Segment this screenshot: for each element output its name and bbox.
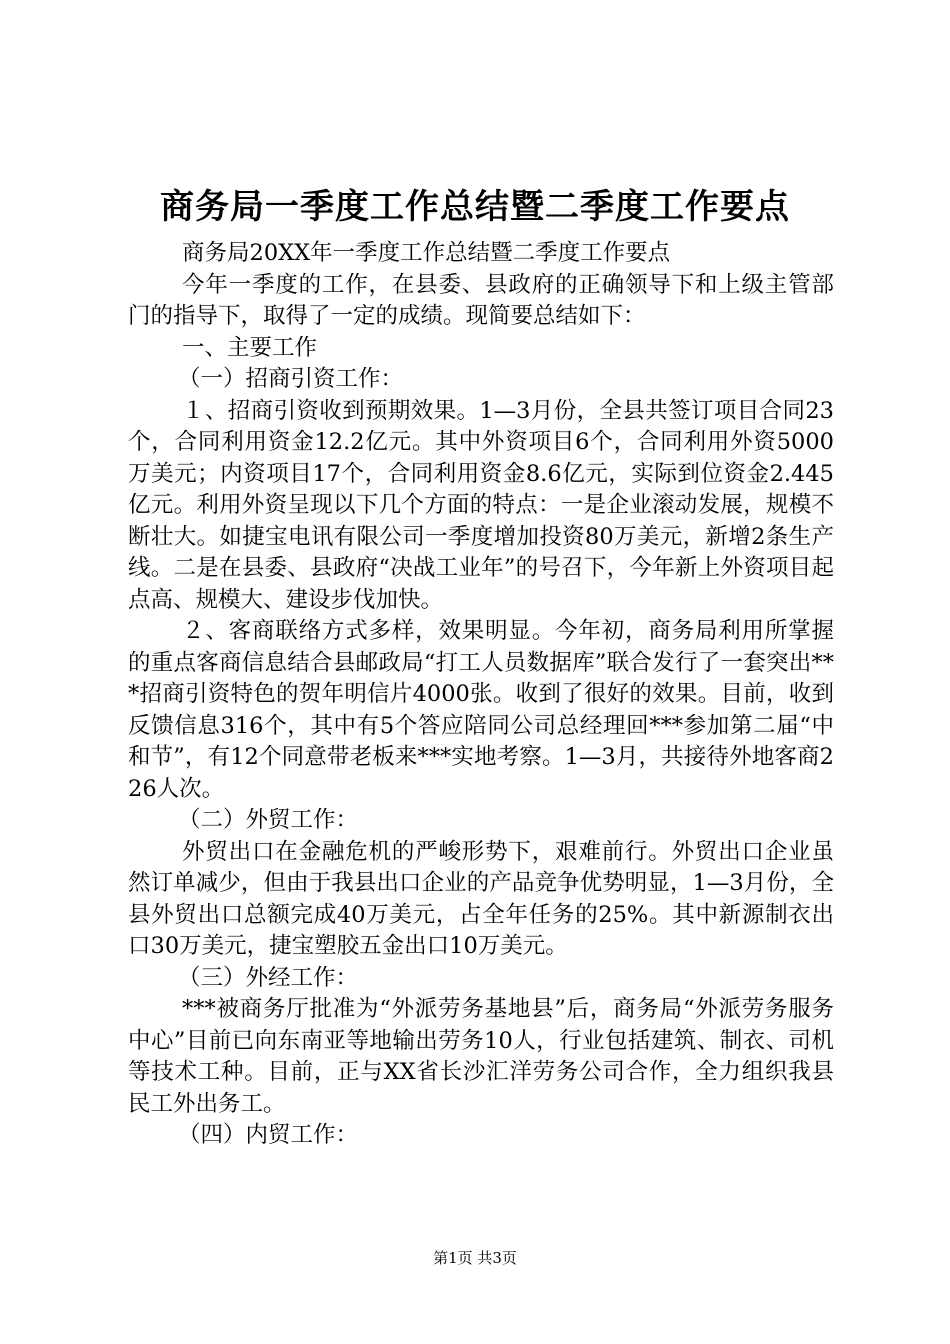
document-body — [128, 238, 834, 1152]
subsection-heading-foreign-trade: （二）外贸工作： — [178, 807, 359, 833]
investment-paragraph-2: ２、客商联络方式多样，效果明显。今年初，商务局利用所掌握的重点客商信息结合县邮政局“打工人员数据库”联合发行了一套突出***招商引资特色的贺年明信片4000张。收到了很好的效果。目前，收到反馈信息316个，其中有5个答应陪同公司总经理回***参加第二届“中和节”，有12个同意带老板来***实地考察。1—3月，共接待外地客商226人次。 — [128, 618, 834, 802]
document-title: 商务局一季度工作总结暨二季度工作要点 — [160, 187, 790, 227]
subsection-heading-domestic-trade: （四）内贸工作： — [178, 1122, 359, 1148]
section-heading-main-work: 一、主要工作 — [182, 334, 318, 361]
foreign-trade-paragraph: 外贸出口在金融危机的严峻形势下，艰难前行。外贸出口企业虽然订单减少，但由于我县出口企业的产品竞争优势明显，1—3月份，全县外贸出口总额完成40万美元，占全年任务的25%。其中新源制衣出口30万美元，捷宝塑胶五金出口10万美元。 — [128, 838, 834, 959]
investment-paragraph-1: １、招商引资收到预期效果。1—3月份，全县共签订项目合同23个，合同利用资金12.2亿元。其中外资项目6个，合同利用外资5000万美元；内资项目17个，合同利用资金8.6亿元，实际到位资金2.445亿元。利用外资呈现以下几个方面的特点：一是企业滚动发展，规模不断壮大。如捷宝电讯有限公司一季度增加投资80万美元，新增2条生产线。二是在县委、县政府“决战工业年”的号召下，今年新上外资项目起点高、规模大、建设步伐加快。 — [128, 397, 834, 613]
subsection-heading-foreign-economy: （三）外经工作： — [178, 964, 359, 991]
subtitle-paragraph: 商务局20XX年一季度工作总结暨二季度工作要点 — [182, 240, 671, 266]
intro-paragraph: 今年一季度的工作，在县委、县政府的正确领导下和上级主管部门的指导下，取得了一定的成绩。现简要总结如下： — [128, 271, 834, 329]
subsection-heading-investment: （一）招商引资工作： — [178, 366, 404, 392]
foreign-economy-paragraph: ***被商务厅批准为“外派劳务基地县”后，商务局“外派劳务服务中心”目前已向东南亚等地输出劳务10人，行业包括建筑、制衣、司机等技术工种。目前，正与XX省长沙汇洋劳务公司合作，全力组织我县民工外出务工。 — [128, 996, 834, 1117]
page-footer: 第1页 共3页 — [433, 1249, 517, 1267]
